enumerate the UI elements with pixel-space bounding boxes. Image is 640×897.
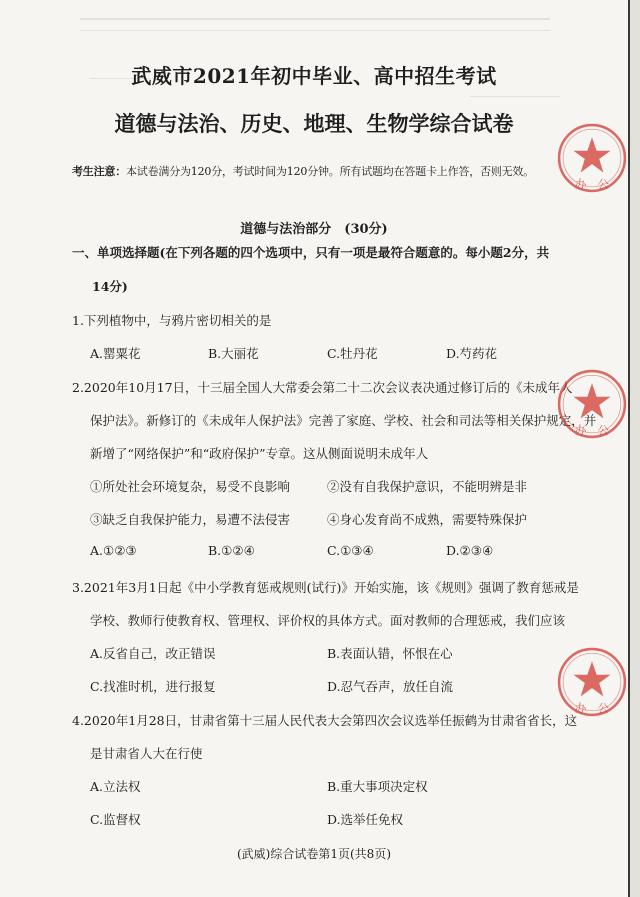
q1-option-d: D.芍药花: [446, 346, 498, 361]
q2-option-d: D.②③④: [446, 543, 494, 558]
official-seal-1: [556, 88, 628, 228]
q2-option-a: A.①②③: [90, 543, 137, 558]
question-2-stem-line2: 保护法》。新修订的《未成年人保护法》完善了家庭、学校、社会和司法等相关保护规定，并: [90, 413, 597, 428]
notice-label: 考生注意：: [72, 165, 126, 178]
official-seal-3: [556, 612, 628, 752]
question-2-stem-line1: 2.2020年10月17日，十三届全国人大常委会第二十二次会议表决通过修订后的《未成年人: [72, 380, 573, 395]
q2-option-c: C.①③④: [327, 543, 374, 558]
q1-option-c: C.牡丹花: [327, 346, 378, 361]
q1-option-b: B.大丽花: [208, 346, 259, 361]
official-seal-2: [556, 334, 628, 474]
part1-instructions: 一、单项选择题(在下列各题的四个选项中，只有一项是最符合题意的。每小题2分，共: [72, 245, 550, 260]
q3-option-a: A.反省自己，改正错误: [90, 646, 216, 661]
notice-text: 本试卷满分为120分，考试时间为120分钟。所有试题均在答题卡上作答，否则无效。: [126, 165, 534, 178]
q2-statement-2: ②没有自我保护意识，不能明辨是非: [327, 479, 528, 494]
question-3-stem-line1: 3.2021年3月1日起《中小学教育惩戒规则(试行)》开始实施，该《规则》强调了教育惩戒是: [72, 580, 579, 595]
q2-statement-4: ④身心发育尚不成熟，需要特殊保护: [327, 512, 528, 527]
seal-2-text: 办 公: [575, 423, 609, 437]
q3-option-d: D.忍气吞声，放任自流: [327, 679, 454, 694]
seal-1-text: 办 公: [575, 177, 609, 191]
exam-subtitle: 道德与法治、历史、地理、生物学综合试卷: [114, 111, 514, 136]
q1-option-a: A.罂粟花: [90, 346, 141, 361]
question-4-stem-line1: 4.2020年1月28日，甘肃省第十三届人民代表大会第四次会议选举任振鹤为甘肃省省长，这: [72, 713, 578, 728]
page-footer: (武威)综合试卷第1页(共8页): [237, 847, 391, 861]
q2-statement-1: ①所处社会环境复杂，易受不良影响: [90, 479, 291, 494]
question-2-stem-line3: 新增了“网络保护”和“政府保护”专章。这从侧面说明未成年人: [90, 446, 429, 461]
section-title: 道德与法治部分 (30分): [240, 222, 388, 237]
question-4-stem-line2: 是甘肃省人大在行使: [90, 746, 203, 761]
question-3-stem-line2: 学校、教师行使教育权、管理权、评价权的具体方式。面对教师的合理惩戒，我们应该: [90, 613, 566, 628]
q2-option-b: B.①②④: [208, 543, 255, 558]
question-1-stem: 1.下列植物中，与鸦片密切相关的是: [72, 313, 272, 328]
q3-option-c: C.找准时机，进行报复: [90, 679, 216, 694]
q4-option-b: B.重大事项决定权: [327, 779, 428, 794]
q4-option-c: C.监督权: [90, 812, 141, 827]
seal-3-text: 办 公: [575, 701, 609, 715]
q4-option-d: D.选举任免权: [327, 812, 404, 827]
q4-option-a: A.立法权: [90, 779, 141, 794]
exam-title: 武威市2021年初中毕业、高中招生考试: [131, 64, 497, 88]
part1-instructions-cont: 14分): [92, 279, 128, 294]
candidate-notice: [72, 163, 534, 179]
q2-statement-3: ③缺乏自我保护能力，易遭不法侵害: [90, 512, 291, 527]
q3-option-b: B.表面认错，怀恨在心: [327, 646, 453, 661]
page-edge-shadow: [628, 0, 640, 897]
